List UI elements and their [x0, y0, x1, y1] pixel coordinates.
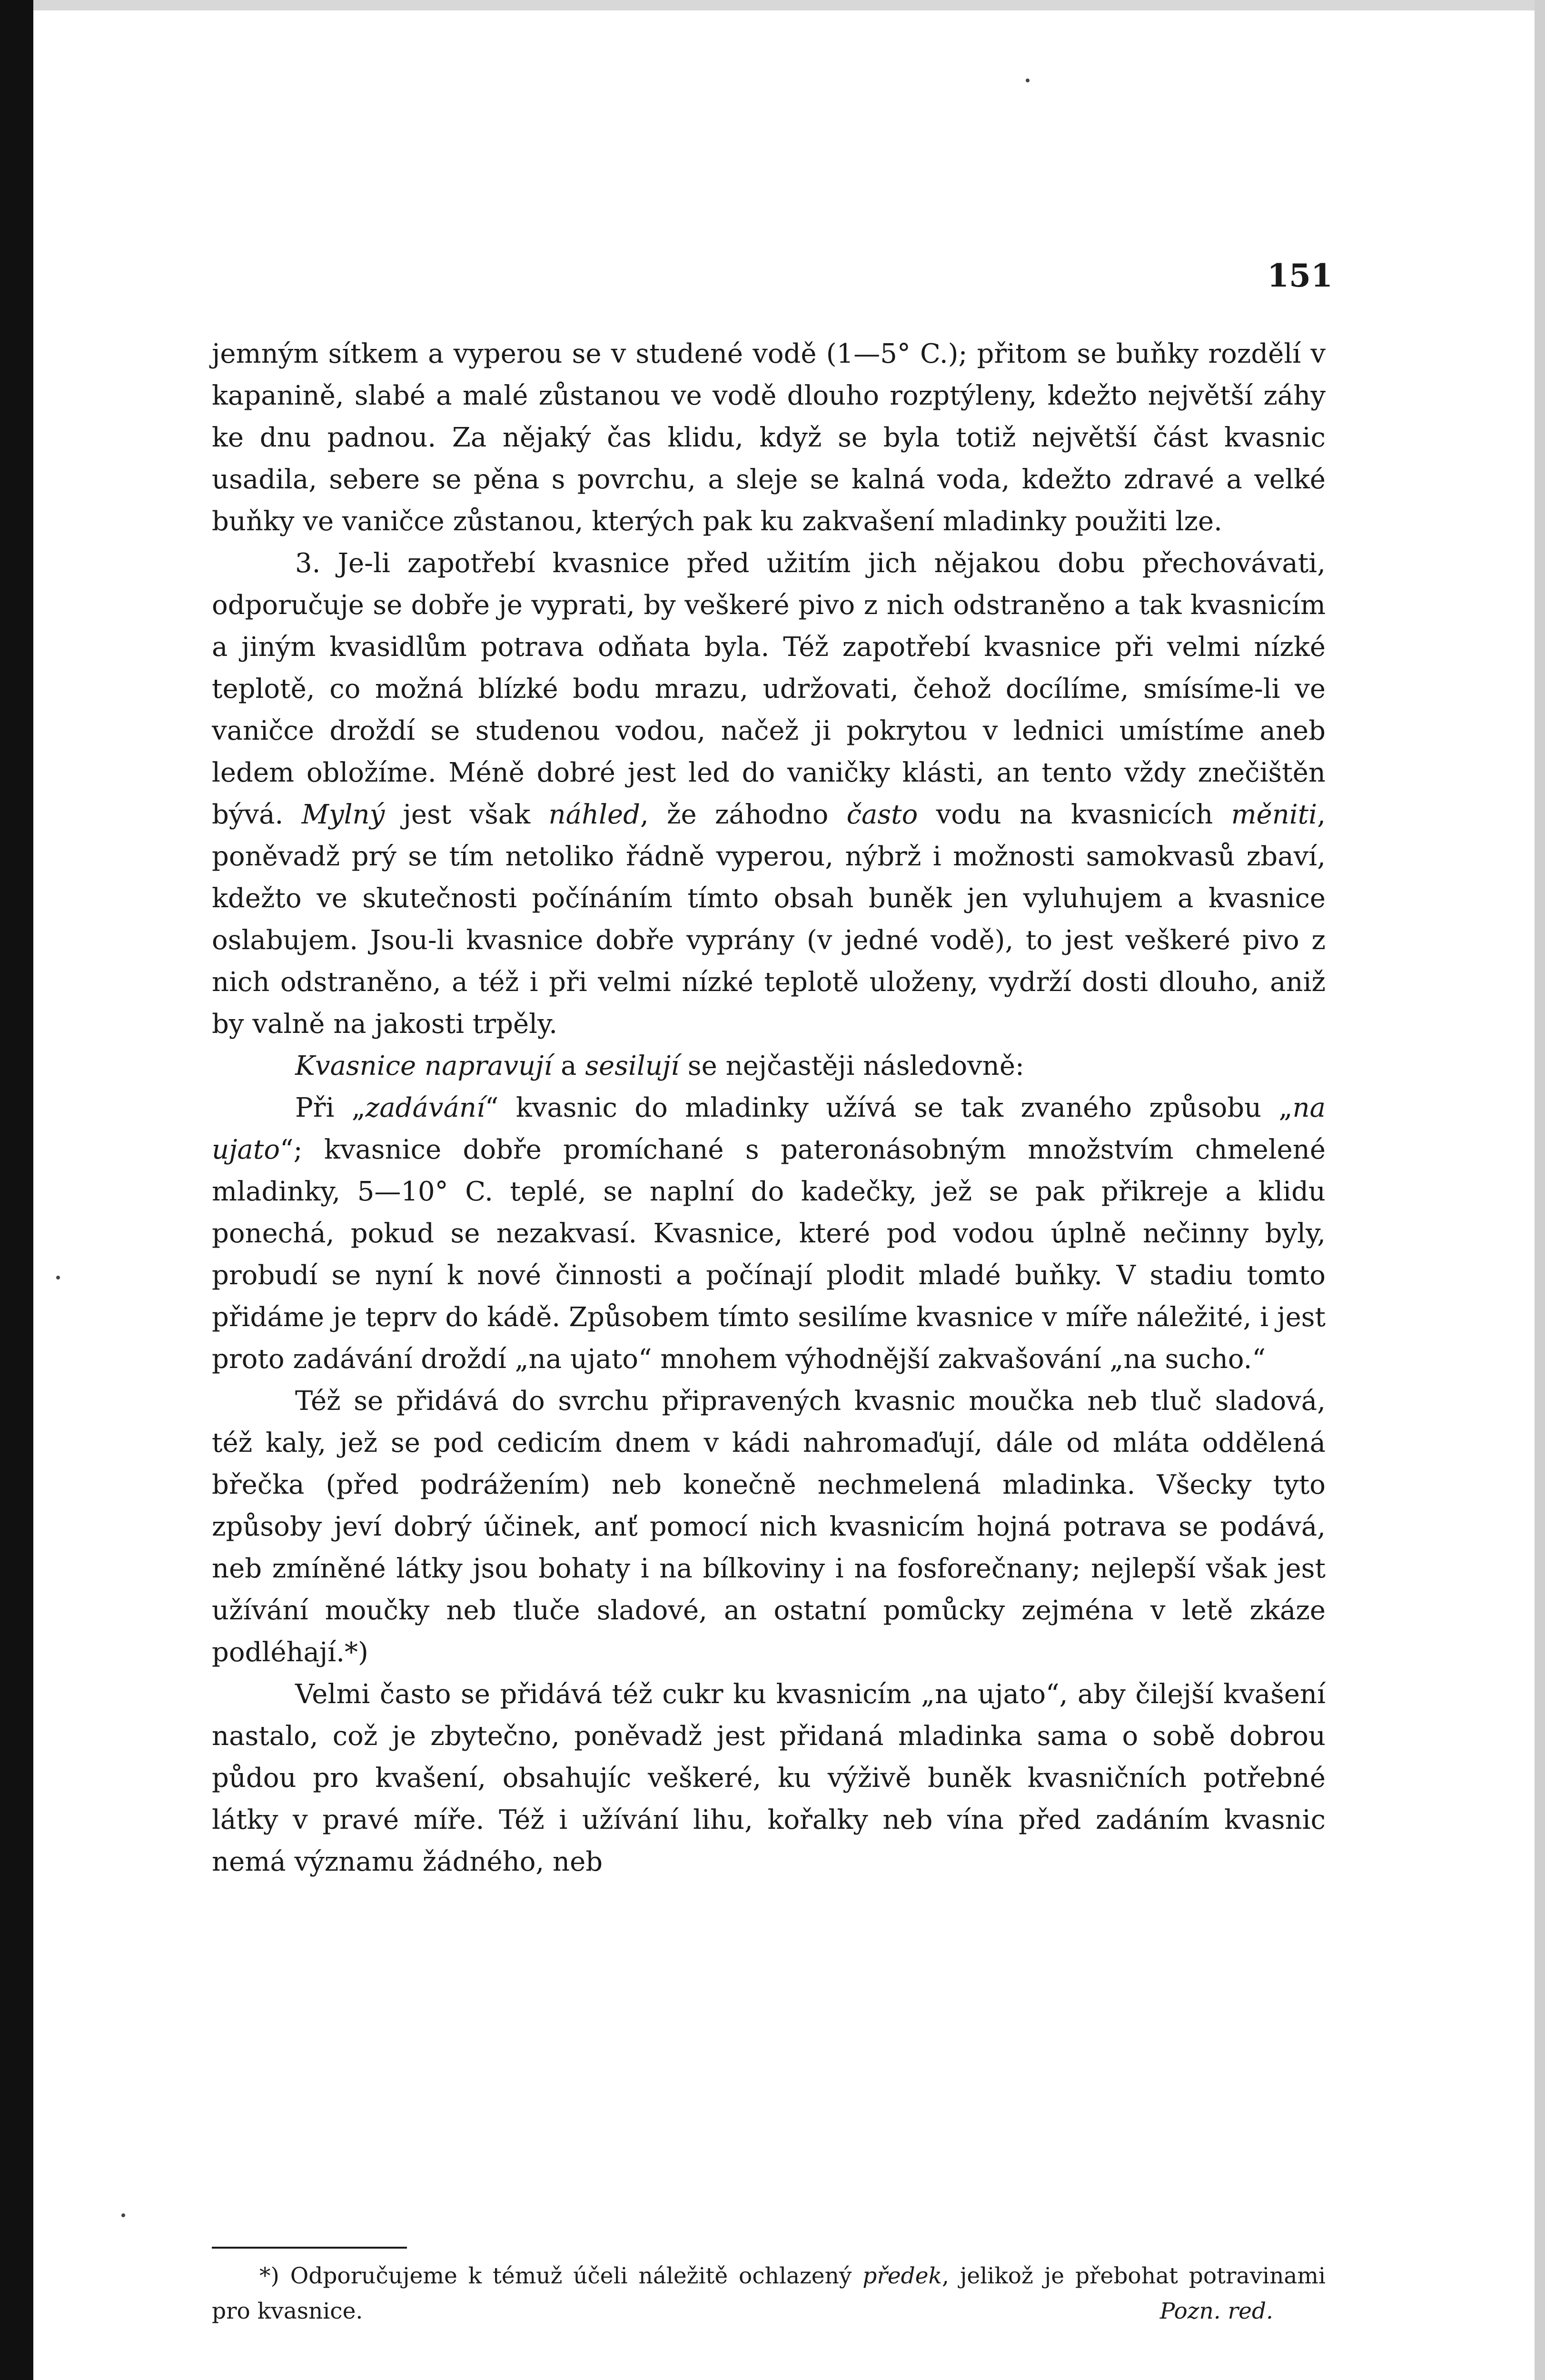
scan-speck	[1026, 79, 1030, 82]
italic-text: měniti	[1231, 799, 1317, 830]
paragraph	[212, 1087, 1326, 1380]
scan-right-edge	[1535, 0, 1545, 2380]
page-number: 151	[1267, 257, 1333, 294]
paragraph	[212, 333, 1326, 543]
italic-text: často	[846, 799, 918, 830]
text-run: se nejčastěji následovně:	[679, 1051, 1024, 1081]
text-run: 3. Je-li zapotřebí kvasnice před užitím jich nějakou dobu přechovávati, odporučuje se dobře je vyprati, by veškeré pivo z nich odstraněno a tak kvasnicím a jiným kvasidlům potrava odňata byla. Též zapotřebí kvasnice při velmi nízké teplotě, co možná blízké bodu mrazu, udržovati, čehož docílíme, smísíme-li ve vaničce droždí se studenou vodou, načež ji pokrytou v lednici umístíme aneb ledem obložíme. Méně dobré jest led do vaničky klásti, an tento vždy znečištěn bývá.	[212, 548, 1326, 830]
italic-text: Mylný	[301, 799, 385, 830]
italic-text: zadávání	[365, 1092, 485, 1123]
text-run: “ kvasnic do mladinky užívá se tak zvaného způsobu „	[485, 1092, 1293, 1123]
text-run: a	[552, 1051, 585, 1081]
text-run: jemným sítkem a vyperou se v studené vodě (1—5° C.); přitom se buňky rozdělí v kapanině, slabé a malé zůstanou ve vodě dlouho rozptýleny, kdežto největší záhy ke dnu padnou. Za nějaký čas klidu, když se byla totiž největší část kvasnic usadila, sebere se pěna s povrchu, a sleje se kalná voda, kdežto zdravé a velké buňky ve vaničce zůstanou, kterých pak ku zakvašení mladinky použiti lze.	[212, 338, 1326, 537]
text-run: , že záhodno	[640, 799, 847, 830]
scan-speck	[56, 1276, 60, 1279]
footnote	[212, 2259, 1326, 2329]
footnote-text-run: , jelikož je přebohat potravinami pro kvasnice.	[212, 2263, 1326, 2324]
text-run: Velmi často se přidává též cukr ku kvasnicím „na ujato“, aby čilejší kvašení nastalo, což je zbytečno, poněvadž jest přidaná mladinka sama o sobě dobrou půdou pro kvašení, obsahujíc veškeré, ku výživě buněk kvasničních potřebné látky v pravé míře. Též i užívání lihu, kořalky neb vína před zadáním kvasnic nemá významu žádného, neb	[212, 1679, 1326, 1877]
text-run: Též se přidává do svrchu připravených kvasnic moučka neb tluč sladová, též kaly, jež se pod cedicím dnem v kádi nahromaďují, dále od mláta oddělená břečka (před podrážením) neb konečně nechmelená mladinka. Všecky tyto způsoby jeví dobrý účinek, anť pomocí nich kvasnicím hojná potrava se podává, neb zmíněné látky jsou bohaty i na bílkoviny i na fosforečnany; nejlepší však jest užívání moučky neb tluče sladové, an ostatní pomůcky zejména v letě zkáze podléhají.*)	[212, 1386, 1326, 1668]
text-run: vodu na kvasnicích	[918, 799, 1231, 830]
scan-speck	[121, 2213, 125, 2217]
italic-text: náhled	[548, 799, 640, 830]
text-run: , poněvadž prý se tím netoliko řádně vyperou, nýbrž i možnosti samokvasů zbaví, kdežto ve skutečnosti počínáním tímto obsah buněk jen vyluhujem a kvasnice oslabujem. Jsou-li kvasnice dobře vyprány (v jedné vodě), to jest veškeré pivo z nich odstraněno, a též i při velmi nízké teplotě uloženy, vydrží dosti dlouho, aniž by valně na jakosti trpěly.	[212, 799, 1326, 1040]
text-run: Při „	[295, 1092, 366, 1123]
body-text	[212, 333, 1326, 1883]
italic-text: na ujato	[212, 1092, 1326, 1165]
text-run: “; kvasnice dobře promíchané s pateronásobným množstvím chmelené mladinky, 5—10° C. teplé, se naplní do kadečky, jež se pak přikreje a klidu ponechá, pokud se nezakvasí. Kvasnice, které pod vodou úplně nečinny byly, probudí se nyní k nové činnosti a počínají plodit mladé buňky. V stadiu tomto přidáme je teprv do kádě. Způsobem tímto sesilíme kvasnice v míře náležité, i jest proto zadávání droždí „na ujato“ mnohem výhodnější zakvašování „na sucho.“	[212, 1134, 1326, 1375]
footnote-italic-text: předek	[862, 2263, 942, 2289]
footnote-signature: Pozn. red.	[1159, 2298, 1273, 2324]
paragraph	[212, 1674, 1326, 1883]
paragraph	[212, 543, 1326, 1045]
footnotes	[212, 2259, 1326, 2329]
italic-text: sesilují	[585, 1051, 680, 1081]
scan-left-edge	[0, 0, 33, 2380]
text-run: jest však	[385, 799, 549, 830]
paragraph	[212, 1045, 1326, 1087]
footnote-rule	[212, 2247, 407, 2249]
paragraph	[212, 1380, 1326, 1674]
scan-top-edge	[33, 0, 1545, 10]
footnote-text-run: *) Odporučujeme k témuž účeli náležitě ochlazený	[259, 2263, 863, 2289]
italic-text: Kvasnice napravují	[295, 1051, 553, 1081]
